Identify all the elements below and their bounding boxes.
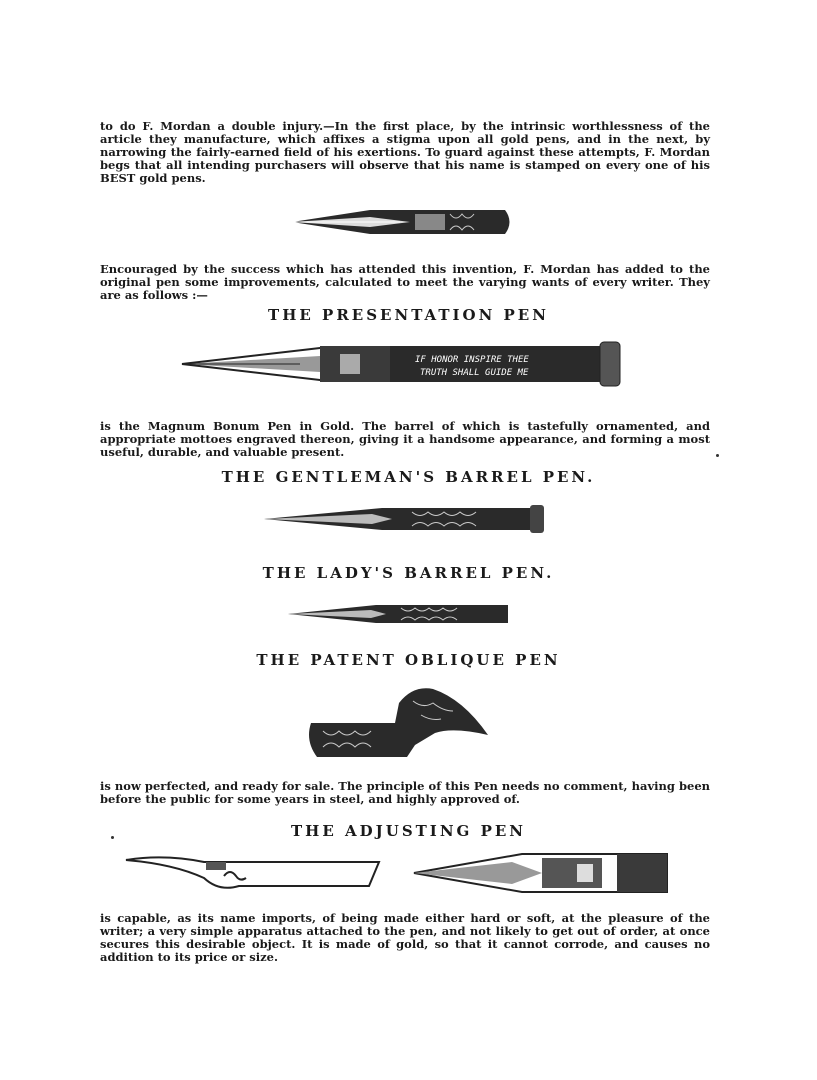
oblique-pen-heading: THE PATENT OBLIQUE PEN [256,651,561,669]
gentleman-pen-heading: THE GENTLEMAN'S BARREL PEN. [221,468,596,486]
adjusting-pen-top-illustration [412,848,674,898]
gold-nib-illustration [290,202,515,242]
intro-paragraph: to do F. Mordan a double injury.—In the first place, by the intrinsic worthlessness of the article they manufacture, which affixes a stigma upon all gold pens, and in the next, by narrowing the fairly-earned field of his exertions. To guard against these attempts, F. Mordan begs that all intending purchasers will observe that his name is stamped on every one of his BEST gold pens. [100,119,710,185]
print-speck [716,454,719,457]
motto-line-1: IF HONOR INSPIRE THEE [415,355,529,365]
presentation-pen-heading: THE PRESENTATION PEN [268,306,549,324]
lady-pen-heading: THE LADY'S BARREL PEN. [262,564,555,582]
print-speck [111,836,114,839]
lady-barrel-pen-illustration [286,600,516,628]
adjusting-description: is capable, as its name imports, of being made either hard or soft, at the pleasure of the writer; a very simple apparatus attached to the pen, and not likely to get out of order, at once secures this desirable object. It is made of gold, so that it cannot corrode, and causes no addition to its price or size. [100,911,710,964]
adjusting-pen-heading: THE ADJUSTING PEN [291,822,526,840]
gentleman-barrel-pen-illustration [262,502,547,536]
oblique-pen-illustration [303,683,493,761]
encouraged-paragraph: Encouraged by the success which has attended this invention, F. Mordan has added to the original pen some improvements, calculated to meet the varying wants of every writer. They are as follows :— [100,262,710,302]
adjusting-pen-side-illustration [124,852,384,894]
oblique-description: is now perfected, and ready for sale. The principle of this Pen needs no comment, having been before the public for some years in steel, and highly approved of. [100,779,710,806]
motto-line-2: TRUTH SHALL GUIDE ME [420,368,529,378]
presentation-pen-illustration [180,340,625,388]
presentation-description: is the Magnum Bonum Pen in Gold. The barrel of which is tastefully ornamented, and appropriate mottoes engraved thereon, giving it a handsome appearance, and forming a most useful, durable, and valuable present. [100,419,710,459]
